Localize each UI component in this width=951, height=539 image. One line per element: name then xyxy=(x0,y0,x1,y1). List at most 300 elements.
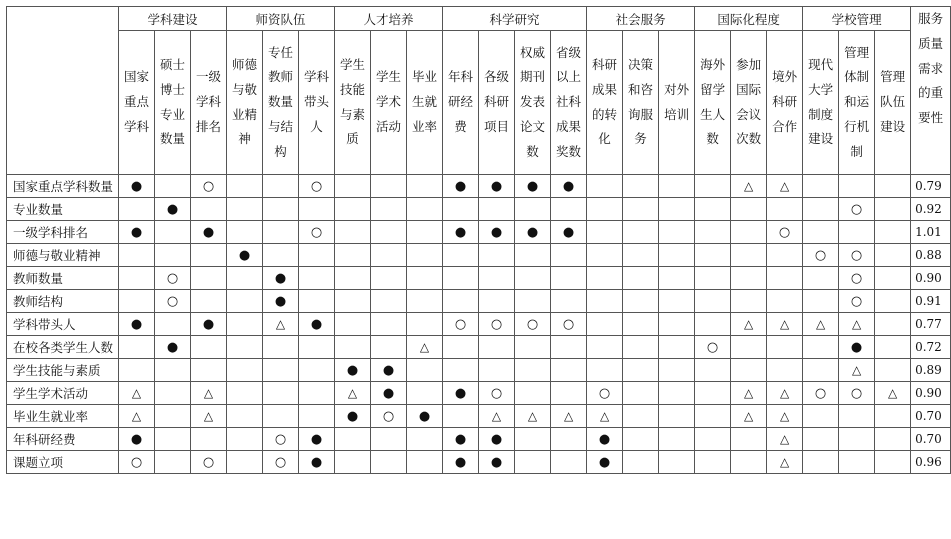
matrix-cell xyxy=(875,336,911,359)
sub-column-header xyxy=(803,31,839,175)
filled-circle-icon: ● xyxy=(598,454,611,470)
matrix-cell xyxy=(299,267,335,290)
triangle-icon: △ xyxy=(491,408,502,423)
matrix-cell xyxy=(371,198,407,221)
header-line: 学生 xyxy=(376,69,402,85)
matrix-cell xyxy=(623,382,659,405)
matrix-cell xyxy=(875,198,911,221)
hollow-circle-icon: ○ xyxy=(490,316,503,332)
matrix-cell xyxy=(155,175,191,198)
matrix-cell xyxy=(587,336,623,359)
filled-circle-icon: ● xyxy=(454,385,467,401)
header-line: 次数 xyxy=(736,131,762,147)
header-line: 询服 xyxy=(628,106,654,122)
matrix-cell xyxy=(263,290,299,313)
matrix-cell xyxy=(263,175,299,198)
matrix-cell xyxy=(263,313,299,336)
matrix-cell xyxy=(227,382,263,405)
sub-column-header xyxy=(227,31,263,175)
matrix-cell xyxy=(155,221,191,244)
importance-score: 0.88 xyxy=(911,244,951,267)
triangle-icon: △ xyxy=(203,385,214,400)
header-line: 项目 xyxy=(484,118,510,134)
filled-circle-icon: ● xyxy=(490,454,503,470)
header-line: 人 xyxy=(310,118,323,134)
matrix-cell xyxy=(695,244,731,267)
header-line: 技能 xyxy=(340,81,366,97)
filled-circle-icon: ● xyxy=(310,316,323,332)
matrix-cell xyxy=(515,244,551,267)
matrix-cell xyxy=(335,175,371,198)
sub-column-header xyxy=(695,31,731,175)
matrix-cell xyxy=(623,359,659,382)
row-label: 一级学科排名 xyxy=(7,221,119,244)
header-line: 研经 xyxy=(448,94,474,110)
matrix-cell xyxy=(551,290,587,313)
table-row xyxy=(7,336,951,359)
row-label: 教师数量 xyxy=(7,267,119,290)
triangle-icon: △ xyxy=(131,385,142,400)
header-line: 质量 xyxy=(918,35,944,51)
triangle-icon: △ xyxy=(347,385,358,400)
matrix-cell xyxy=(839,198,875,221)
triangle-icon: △ xyxy=(779,316,790,331)
importance-score: 0.72 xyxy=(911,336,951,359)
hollow-circle-icon: ○ xyxy=(850,293,863,309)
header-line: 建设 xyxy=(880,118,906,134)
matrix-cell xyxy=(587,359,623,382)
matrix-cell xyxy=(551,244,587,267)
header-line: 发表 xyxy=(520,94,546,110)
matrix-cell xyxy=(731,359,767,382)
row-label: 毕业生就业率 xyxy=(7,405,119,428)
header-line: 数量 xyxy=(159,131,185,147)
matrix-cell xyxy=(191,451,227,474)
filled-circle-icon: ● xyxy=(310,431,323,447)
matrix-cell xyxy=(731,382,767,405)
filled-circle-icon: ● xyxy=(490,431,503,447)
matrix-cell xyxy=(731,451,767,474)
header-line: 和运 xyxy=(844,94,870,110)
sub-column-header xyxy=(875,31,911,175)
matrix-cell xyxy=(587,405,623,428)
matrix-cell xyxy=(407,382,443,405)
matrix-cell xyxy=(407,290,443,313)
table-row xyxy=(7,221,951,244)
matrix-cell xyxy=(551,198,587,221)
sub-column-header xyxy=(263,31,299,175)
matrix-cell xyxy=(695,382,731,405)
matrix-cell xyxy=(623,451,659,474)
matrix-cell xyxy=(659,405,695,428)
matrix-cell xyxy=(695,359,731,382)
matrix-cell xyxy=(371,336,407,359)
matrix-cell xyxy=(407,336,443,359)
importance-score: 0.79 xyxy=(911,175,951,198)
matrix-cell xyxy=(623,267,659,290)
matrix-cell xyxy=(119,244,155,267)
matrix-cell xyxy=(335,382,371,405)
matrix-cell xyxy=(191,175,227,198)
matrix-cell xyxy=(407,244,443,267)
header-line: 大学 xyxy=(808,81,834,97)
matrix-cell xyxy=(119,451,155,474)
header-line: 生人 xyxy=(700,106,726,122)
matrix-cell xyxy=(695,221,731,244)
table-row xyxy=(7,359,951,382)
matrix-cell xyxy=(767,405,803,428)
matrix-cell xyxy=(659,175,695,198)
filled-circle-icon: ● xyxy=(490,178,503,194)
matrix-cell xyxy=(335,451,371,474)
filled-circle-icon: ● xyxy=(454,454,467,470)
matrix-cell xyxy=(623,405,659,428)
matrix-cell xyxy=(155,359,191,382)
header-line: 生就 xyxy=(412,94,438,110)
matrix-cell xyxy=(623,313,659,336)
matrix-cell xyxy=(659,221,695,244)
matrix-cell xyxy=(335,405,371,428)
triangle-icon: △ xyxy=(779,178,790,193)
table-row xyxy=(7,175,951,198)
matrix-cell xyxy=(695,313,731,336)
matrix-cell xyxy=(299,336,335,359)
matrix-cell xyxy=(875,313,911,336)
matrix-cell xyxy=(515,359,551,382)
importance-score: 0.89 xyxy=(911,359,951,382)
matrix-cell xyxy=(587,428,623,451)
header-line: 对外 xyxy=(664,81,690,97)
matrix-cell xyxy=(839,313,875,336)
matrix-cell xyxy=(371,405,407,428)
matrix-cell xyxy=(191,267,227,290)
matrix-cell xyxy=(695,451,731,474)
sub-column-header xyxy=(479,31,515,175)
matrix-cell xyxy=(263,359,299,382)
table-row xyxy=(7,428,951,451)
sub-column-header xyxy=(299,31,335,175)
matrix-cell xyxy=(371,313,407,336)
filled-circle-icon: ● xyxy=(490,224,503,240)
group-header: 国际化程度 xyxy=(695,7,803,31)
matrix-cell xyxy=(443,267,479,290)
triangle-icon: △ xyxy=(419,339,430,354)
header-line: 一级 xyxy=(196,69,222,85)
matrix-cell xyxy=(803,198,839,221)
matrix-cell xyxy=(191,359,227,382)
triangle-icon: △ xyxy=(779,454,790,469)
hollow-circle-icon: ○ xyxy=(706,339,719,355)
hollow-circle-icon: ○ xyxy=(166,293,179,309)
matrix-cell xyxy=(623,244,659,267)
matrix-cell xyxy=(587,382,623,405)
matrix-cell xyxy=(407,405,443,428)
hollow-circle-icon: ○ xyxy=(598,385,611,401)
matrix-cell xyxy=(335,221,371,244)
matrix-cell xyxy=(263,267,299,290)
matrix-cell xyxy=(659,359,695,382)
matrix-cell xyxy=(191,313,227,336)
matrix-cell xyxy=(263,428,299,451)
hollow-circle-icon: ○ xyxy=(778,224,791,240)
matrix-cell xyxy=(587,198,623,221)
header-line: 建设 xyxy=(808,131,834,147)
matrix-cell xyxy=(191,198,227,221)
header-line: 队伍 xyxy=(880,94,906,110)
matrix-cell xyxy=(803,313,839,336)
importance-header xyxy=(911,7,951,175)
sub-column-header xyxy=(335,31,371,175)
matrix-cell xyxy=(551,405,587,428)
filled-circle-icon: ● xyxy=(202,316,215,332)
header-line: 学生 xyxy=(340,56,366,72)
matrix-cell xyxy=(371,267,407,290)
importance-score: 0.92 xyxy=(911,198,951,221)
triangle-icon: △ xyxy=(275,316,286,331)
matrix-cell xyxy=(767,451,803,474)
matrix-cell xyxy=(119,221,155,244)
row-label: 师德与敬业精神 xyxy=(7,244,119,267)
header-line: 的重 xyxy=(918,85,944,101)
header-line: 与敬 xyxy=(232,81,258,97)
matrix-cell xyxy=(695,198,731,221)
matrix-cell xyxy=(119,382,155,405)
matrix-cell xyxy=(839,359,875,382)
matrix-cell xyxy=(659,267,695,290)
matrix-cell xyxy=(875,451,911,474)
sub-column-header xyxy=(119,31,155,175)
matrix-cell xyxy=(695,267,731,290)
sub-column-header xyxy=(767,31,803,175)
matrix-cell xyxy=(299,405,335,428)
matrix-cell xyxy=(227,175,263,198)
matrix-cell xyxy=(155,313,191,336)
matrix-cell xyxy=(767,221,803,244)
matrix-cell xyxy=(551,428,587,451)
header-line: 专业 xyxy=(159,106,185,122)
matrix-cell xyxy=(443,451,479,474)
matrix-cell xyxy=(443,244,479,267)
matrix-cell xyxy=(767,336,803,359)
matrix-cell xyxy=(119,336,155,359)
header-line: 成果 xyxy=(556,118,582,134)
matrix-cell xyxy=(227,313,263,336)
sub-column-header xyxy=(839,31,875,175)
matrix-cell xyxy=(479,405,515,428)
header-line: 费 xyxy=(454,118,467,134)
importance-score: 0.70 xyxy=(911,405,951,428)
table-row xyxy=(7,313,951,336)
matrix-cell xyxy=(767,359,803,382)
matrix-cell xyxy=(371,244,407,267)
header-line: 期刊 xyxy=(520,69,546,85)
group-header: 人才培养 xyxy=(335,7,443,31)
matrix-cell xyxy=(803,428,839,451)
matrix-cell xyxy=(767,175,803,198)
matrix-cell xyxy=(731,313,767,336)
matrix-cell xyxy=(587,175,623,198)
matrix-cell xyxy=(515,336,551,359)
hollow-circle-icon: ○ xyxy=(454,316,467,332)
table-row xyxy=(7,244,951,267)
matrix-cell xyxy=(803,336,839,359)
hollow-circle-icon: ○ xyxy=(130,454,143,470)
matrix-cell xyxy=(875,382,911,405)
matrix-cell xyxy=(335,244,371,267)
filled-circle-icon: ● xyxy=(166,201,179,217)
header-line: 论文 xyxy=(520,118,546,134)
matrix-cell xyxy=(623,336,659,359)
hollow-circle-icon: ○ xyxy=(850,247,863,263)
matrix-cell xyxy=(623,428,659,451)
header-line: 奖数 xyxy=(556,143,582,159)
table-row xyxy=(7,382,951,405)
filled-circle-icon: ● xyxy=(130,178,143,194)
header-line: 国际 xyxy=(736,81,762,97)
matrix-cell xyxy=(479,290,515,313)
matrix-cell xyxy=(335,267,371,290)
matrix-cell xyxy=(371,175,407,198)
matrix-cell xyxy=(155,428,191,451)
matrix-cell xyxy=(155,244,191,267)
matrix-cell xyxy=(875,405,911,428)
triangle-icon: △ xyxy=(599,408,610,423)
matrix-cell xyxy=(119,290,155,313)
matrix-cell xyxy=(515,313,551,336)
matrix-cell xyxy=(407,313,443,336)
filled-circle-icon: ● xyxy=(166,339,179,355)
header-line: 参加 xyxy=(736,56,762,72)
matrix-cell xyxy=(479,428,515,451)
matrix-cell xyxy=(299,359,335,382)
matrix-cell xyxy=(839,382,875,405)
matrix-cell xyxy=(407,221,443,244)
matrix-cell xyxy=(515,382,551,405)
sub-header-row xyxy=(7,31,951,175)
sub-column-header xyxy=(155,31,191,175)
triangle-icon: △ xyxy=(203,408,214,423)
matrix-cell xyxy=(227,198,263,221)
row-label: 学科带头人 xyxy=(7,313,119,336)
matrix-cell xyxy=(515,175,551,198)
header-line: 要性 xyxy=(918,110,944,126)
group-header-row xyxy=(7,7,951,31)
matrix-cell xyxy=(875,267,911,290)
matrix-cell xyxy=(479,221,515,244)
header-line: 务 xyxy=(634,131,647,147)
importance-score: 0.70 xyxy=(911,428,951,451)
sub-column-header xyxy=(191,31,227,175)
matrix-cell xyxy=(227,244,263,267)
matrix-cell xyxy=(479,359,515,382)
matrix-cell xyxy=(803,451,839,474)
header-line: 神 xyxy=(238,131,251,147)
header-line: 需求 xyxy=(918,60,944,76)
hollow-circle-icon: ○ xyxy=(814,385,827,401)
matrix-cell xyxy=(479,336,515,359)
matrix-cell xyxy=(731,198,767,221)
matrix-cell xyxy=(731,267,767,290)
sub-column-header xyxy=(731,31,767,175)
header-line: 毕业 xyxy=(412,69,438,85)
matrix-cell xyxy=(119,313,155,336)
matrix-cell xyxy=(659,336,695,359)
matrix-cell xyxy=(227,451,263,474)
header-line: 境外 xyxy=(772,69,798,85)
matrix-cell xyxy=(335,359,371,382)
header-line: 权威 xyxy=(520,44,546,60)
matrix-cell xyxy=(767,267,803,290)
matrix-cell xyxy=(551,267,587,290)
matrix-cell xyxy=(335,336,371,359)
matrix-cell xyxy=(515,405,551,428)
matrix-cell xyxy=(623,198,659,221)
group-header: 师资队伍 xyxy=(227,7,335,31)
matrix-cell xyxy=(695,290,731,313)
filled-circle-icon: ● xyxy=(130,316,143,332)
header-line: 与素 xyxy=(340,106,366,122)
matrix-cell xyxy=(803,290,839,313)
matrix-cell xyxy=(263,244,299,267)
importance-score: 0.90 xyxy=(911,267,951,290)
filled-circle-icon: ● xyxy=(382,385,395,401)
matrix-cell xyxy=(551,313,587,336)
matrix-cell xyxy=(551,221,587,244)
matrix-cell xyxy=(263,405,299,428)
hollow-circle-icon: ○ xyxy=(274,431,287,447)
matrix-cell xyxy=(335,290,371,313)
matrix-cell xyxy=(191,382,227,405)
matrix-cell xyxy=(299,198,335,221)
matrix-cell xyxy=(767,244,803,267)
matrix-cell xyxy=(299,382,335,405)
header-line: 硕士 xyxy=(159,56,185,72)
matrix-cell xyxy=(191,290,227,313)
header-line: 教师 xyxy=(268,69,294,85)
matrix-cell xyxy=(443,428,479,451)
matrix-cell xyxy=(227,267,263,290)
header-line: 省级 xyxy=(556,44,582,60)
sub-column-header xyxy=(623,31,659,175)
table-row xyxy=(7,290,951,313)
matrix-cell xyxy=(803,244,839,267)
matrix-cell xyxy=(299,244,335,267)
matrix-cell xyxy=(443,221,479,244)
matrix-cell xyxy=(263,382,299,405)
matrix-cell xyxy=(839,244,875,267)
matrix-cell xyxy=(731,221,767,244)
filled-circle-icon: ● xyxy=(418,408,431,424)
header-line: 博士 xyxy=(159,81,185,97)
matrix-cell xyxy=(263,336,299,359)
header-line: 各级 xyxy=(484,69,510,85)
header-line: 的转 xyxy=(592,106,618,122)
header-line: 专任 xyxy=(268,44,294,60)
matrix-cell xyxy=(443,198,479,221)
matrix-cell xyxy=(227,359,263,382)
header-line: 重点 xyxy=(123,94,149,110)
matrix-cell xyxy=(695,405,731,428)
matrix-cell xyxy=(119,359,155,382)
filled-circle-icon: ● xyxy=(346,362,359,378)
hollow-circle-icon: ○ xyxy=(562,316,575,332)
matrix-cell xyxy=(695,428,731,451)
triangle-icon: △ xyxy=(779,385,790,400)
matrix-cell xyxy=(659,290,695,313)
matrix-cell xyxy=(443,359,479,382)
matrix-cell xyxy=(227,405,263,428)
header-line: 管理 xyxy=(880,69,906,85)
